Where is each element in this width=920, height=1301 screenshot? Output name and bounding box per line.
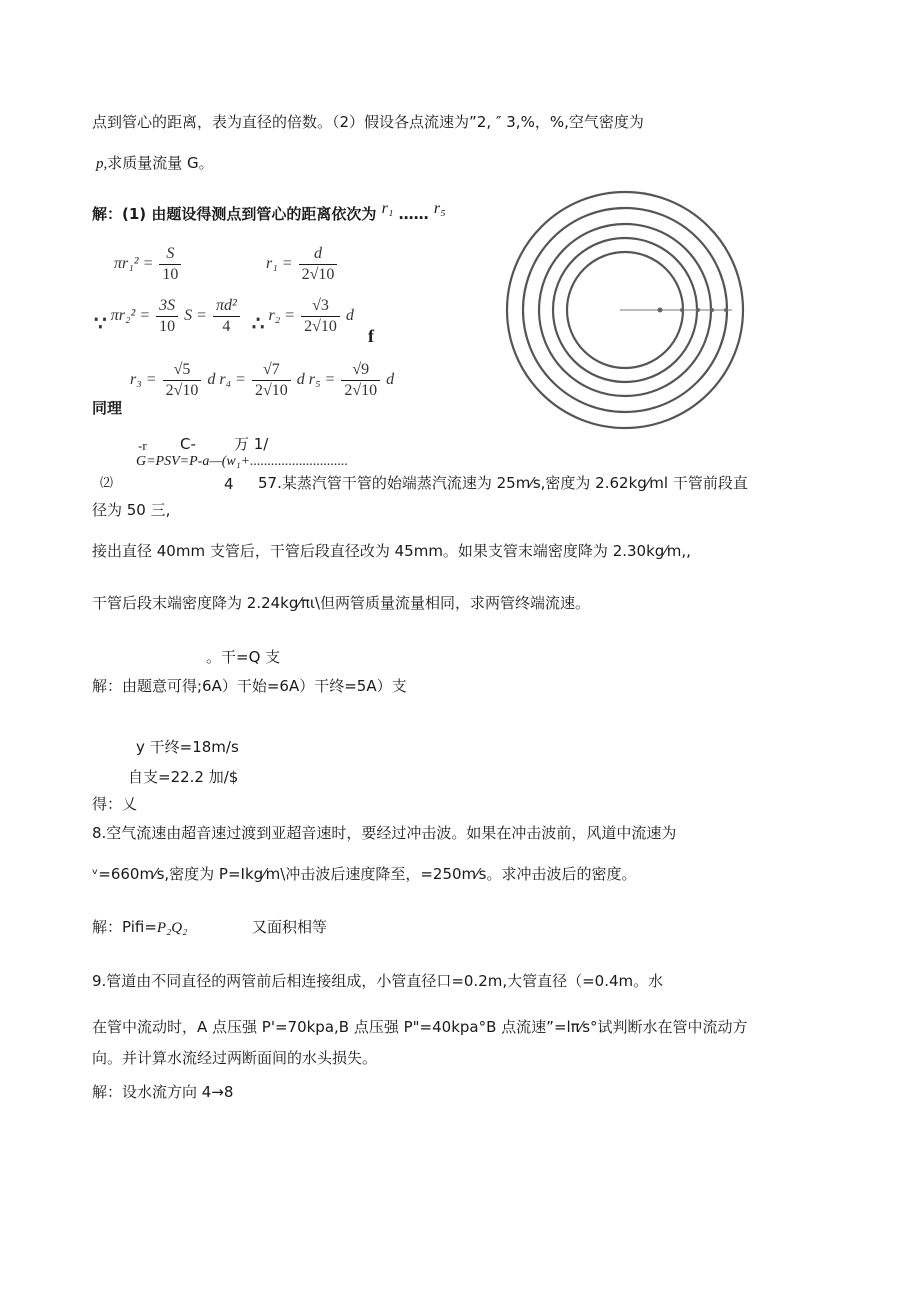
measure-point-5 [724,308,728,312]
q8-solution [92,917,187,938]
problem-text-rest: 求质量流量 G。 [107,154,214,172]
eq-d: d [386,371,395,389]
ellipsis: …… [398,205,429,223]
problem-text-line: 点到管心的距离，表为直径的倍数。（2）假设各点流速为”2, ″ 3,%，%,空气密度为 [92,113,644,131]
therefore-symbol: ∴ [251,313,265,336]
eq-tail: d [345,307,354,325]
sol57-de: 得：乂 [92,795,138,813]
garbled-four: 4 [224,475,234,493]
measure-point-2 [680,308,684,312]
garbled-b: C- [180,435,196,453]
eq-r3: r₃ = [130,371,157,389]
mass-flow-formula: G=PSV=P-a—(w₁+............................ [136,454,349,469]
q57-line-2: 径为 50 三, [92,501,171,519]
equation-r3-r5 [130,360,394,401]
eq-lhs: r₁ = [266,255,293,273]
eq-d: d [296,371,305,389]
q9-line-2: 在管中流动时，A 点压强 P'=70kpa,B 点压强 P"=40kpa°B 点流速”=lπ⁄s°试判断水在管中流动方 [92,1018,748,1036]
problem-text-line-2 [96,153,214,174]
equation-area-r2 [94,296,354,337]
q57-line-1: 57.某蒸汽管干管的始端蒸汽流速为 25m⁄s,密度为 2.62kg⁄ml 干管前段直 [258,474,748,492]
sol57-y: y 干终=18m/s [136,738,239,756]
q9-line-3: 向。并计算水流经过两断面间的水头损失。 [92,1049,378,1067]
because-symbol: ∵ [94,313,107,336]
fraction: $\frac{√5}{2√10}$ [163,360,202,401]
garbled-a: -r [138,438,147,453]
r1-symbol: r₁ [381,200,394,217]
sol57-line: 解：由题意可得;6A）干始=6A）干终=5A）支 [92,677,407,695]
item-number-2: ⑵ [100,476,114,491]
measure-point-4 [710,308,714,312]
eq-r5: r₅ = [308,371,336,389]
equation-area-r1 [114,244,183,285]
equation-r1 [266,244,339,285]
garbled-c: 万 1/ [234,435,269,453]
fraction: $\frac{3S}{10}$ [156,296,178,337]
q9-line-1: 9.管道由不同直径的两管前后相连接组成，小管直径口=0.2m,大管直径（=0.4m。水 [92,972,664,990]
eq-d: d [207,371,216,389]
sol57-top: 。干=Q 支 [206,648,281,666]
concentric-circles-diagram [500,188,750,438]
q8-sol-c: 又面积相等 [252,918,328,936]
fraction: $\frac{S}{10}$ [159,244,181,285]
fraction: $\frac{√9}{2√10}$ [341,360,380,401]
q8-line-2: ᵛ=660m⁄s,密度为 P=Ikg⁄m\冲击波后速度降至，=250m⁄s。求冲击波后的密度。 [92,865,637,883]
eq-lhs: r₂ = [268,307,296,325]
measure-point-3 [696,308,700,312]
r5-symbol: r₅ [433,200,446,217]
q9-solution: 解：设水流方向 4→8 [92,1083,234,1101]
q8-line-1: 8.空气流速由超音速过渡到亚超音速时，要经过冲击波。如果在冲击波前，风道中流速为 [92,824,677,842]
q57-line-4: 干管后段末端密度降为 2.24kg⁄πι\但两管质量流量相同，求两管终端流速。 [92,594,591,612]
fraction: $\frac{√3}{2√10}$ [301,296,340,337]
solution-heading [92,200,446,225]
eq-lhs: πr₂² = [110,307,151,325]
q57-line-3: 接出直径 40mm 支管后，干管后段直径改为 45mm。如果支管末端密度降为 2.30kg⁄m,, [92,542,691,560]
eq-s: S = [184,307,207,325]
fraction: $\frac{√7}{2√10}$ [252,360,291,401]
solution-heading-text: 解：(1) 由题设得测点到管心的距离依次为 [92,205,377,223]
density-symbol: p, [96,156,108,172]
sol57-zi: 自支=22.2 加/$ [128,768,239,786]
fraction: $\frac{\text{πd²}}{4}$ [213,296,240,337]
measure-point-1 [658,308,663,313]
eq-r4: r₄ = [219,371,246,389]
q8-sol-a: 解：Pifi= [92,918,157,936]
stray-f: f [368,326,374,346]
tongli-label: 同理 [92,399,123,417]
q8-sol-b: P₂Q₂ [156,920,188,936]
fraction: $\frac{d}{2√10}$ [299,244,338,285]
eq-lhs: πr₁² = [114,255,154,273]
